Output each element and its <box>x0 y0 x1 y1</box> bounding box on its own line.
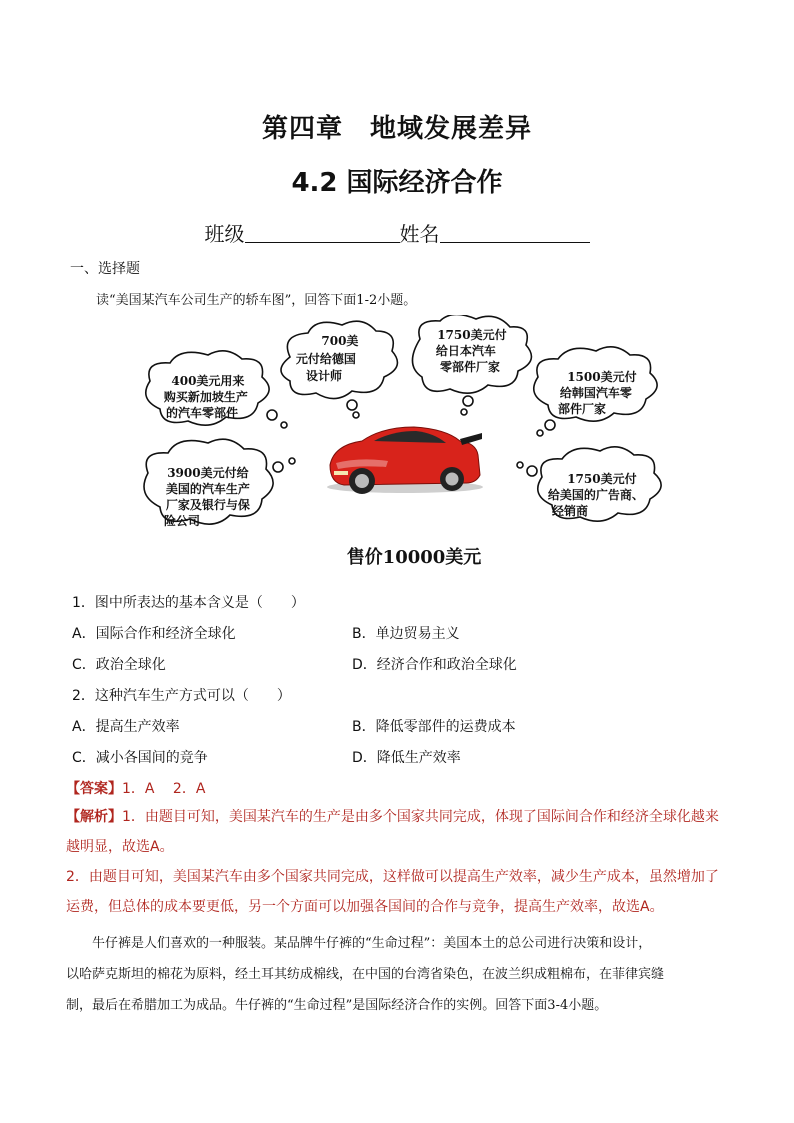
cloud-text-usa-producer: 3900美元付给 美国的汽车生产 厂家及银行与保 险公司 <box>163 466 250 528</box>
section-heading: 一、选择题 <box>70 261 140 277</box>
section-title: 4.2 国际经济合作 <box>291 168 503 198</box>
analysis-line-2: 越明显，故选A。 <box>66 839 174 855</box>
q1-option-a[interactable]: A．国际合作和经济全球化 <box>72 626 236 642</box>
analysis-line-1: 【解析】1．由题目可知，美国某汽车的生产是由多个国家共同完成，体现了国际间合作和经济全球化越来 <box>66 809 719 825</box>
q2-option-c[interactable]: C．减小各国间的竞争 <box>72 750 208 766</box>
q1-option-c[interactable]: C．政治全球化 <box>72 657 166 673</box>
class-label: 班级 <box>204 222 245 246</box>
name-blank[interactable] <box>440 224 590 243</box>
name-label: 姓名 <box>399 222 440 246</box>
q2-option-b[interactable]: B．降低零部件的运费成本 <box>352 719 516 735</box>
cloud-text-germany: 700美 元付给德国 设计师 <box>295 334 359 383</box>
cloud-text-japan: 1750美元付 给日本汽车 零部件厂家 <box>435 328 507 374</box>
analysis-tag: 【解析】 <box>66 809 122 825</box>
analysis-line-4: 运费，但总体的成本要更低，另一个方面可以加强各国间的合作与竞争，提高生产效率，故选A。 <box>66 899 664 915</box>
q2-option-a[interactable]: A．提高生产效率 <box>72 719 180 735</box>
question-1-stem: 1．图中所表达的基本含义是（ ） <box>72 595 305 611</box>
car-figure <box>130 315 670 575</box>
q1-option-b[interactable]: B．单边贸易主义 <box>352 626 460 642</box>
class-name-line <box>0 218 794 247</box>
answer-text: 1．A 2．A <box>122 781 206 797</box>
red-sports-car-image <box>327 427 483 494</box>
question-2-stem: 2．这种汽车生产方式可以（ ） <box>72 688 291 704</box>
answer-line <box>66 778 205 798</box>
cloud-text-usa-ads: 1750美元付 给美国的广告商、 经销商 <box>547 472 644 518</box>
cloud-text-singapore: 400美元用来 购买新加坡生产 的汽车零部件 <box>163 374 248 420</box>
analysis-block <box>66 802 746 922</box>
cloud-text-korea: 1500美元付 给韩国汽车零 部件厂家 <box>557 370 637 416</box>
chapter-title: 第四章 地域发展差异 <box>261 114 532 144</box>
intro2-line-2: 以哈萨克斯坦的棉花为原料，经土耳其纺成棉线，在中国的台湾省染色，在波兰织成粗棉布，在菲律宾缝 <box>66 967 665 982</box>
question-intro-2 <box>66 928 756 1021</box>
price-caption: 售价10000美元 <box>346 547 482 568</box>
intro2-line-3: 制，最后在希腊加工为成品。牛仔裤的“生命过程”是国际经济合作的实例。回答下面3-4小题。 <box>66 998 608 1013</box>
intro2-line-1: 牛仔裤是人们喜欢的一种服装。某品牌牛仔裤的“生命过程”：美国本土的总公司进行决策和设计， <box>92 936 652 951</box>
analysis-line-3: 2．由题目可知，美国某汽车由多个国家共同完成，这样做可以提高生产效率，减少生产成本，虽然增加了 <box>66 869 719 885</box>
answer-tag: 【答案】 <box>66 781 122 797</box>
q2-option-d[interactable]: D．降低生产效率 <box>352 750 461 766</box>
question-intro: 读“美国某汽车公司生产的轿车图”，回答下面1-2小题。 <box>96 293 417 308</box>
q1-option-d[interactable]: D．经济合作和政治全球化 <box>352 657 517 673</box>
class-blank[interactable] <box>245 224 400 243</box>
